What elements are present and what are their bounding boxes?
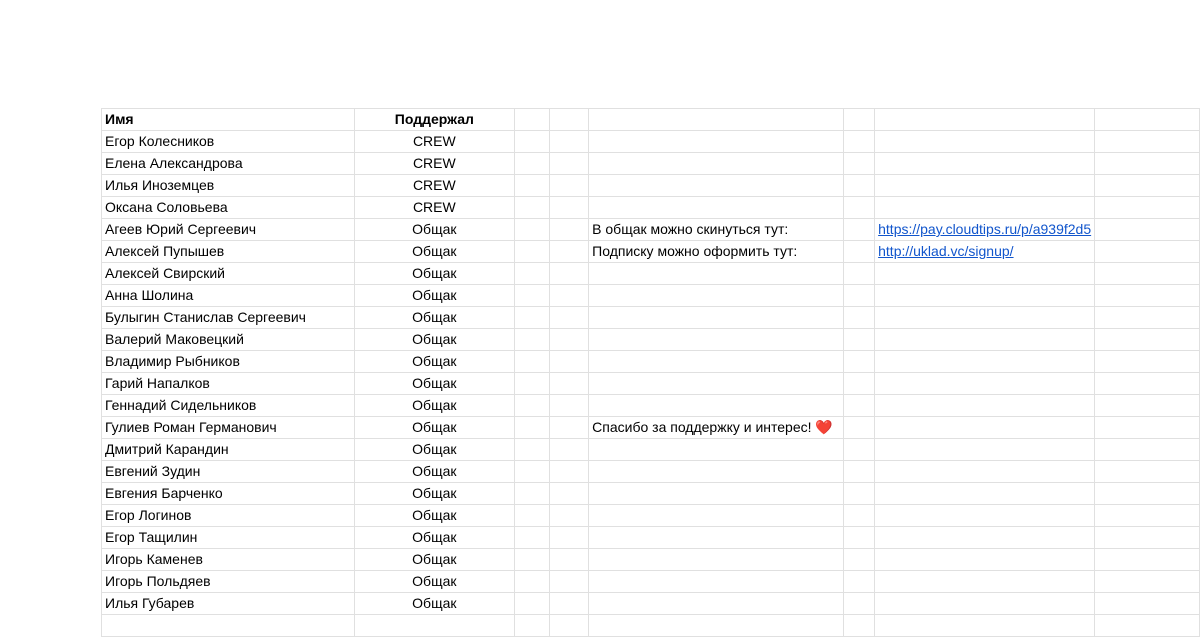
empty-cell[interactable] bbox=[1095, 197, 1200, 219]
table-row bbox=[102, 395, 1200, 417]
name-cell[interactable]: Дмитрий Карандин bbox=[102, 439, 355, 461]
empty-cell[interactable] bbox=[1095, 307, 1200, 329]
link-cell[interactable] bbox=[875, 307, 1095, 329]
empty-cell[interactable] bbox=[550, 351, 589, 373]
link-cell[interactable] bbox=[875, 395, 1095, 417]
note-text: Подписку можно оформить тут: bbox=[592, 243, 798, 259]
empty-cell[interactable] bbox=[843, 153, 874, 175]
empty-cell[interactable] bbox=[550, 373, 589, 395]
empty-cell[interactable] bbox=[875, 109, 1095, 131]
note-cell[interactable] bbox=[589, 241, 844, 263]
table-row bbox=[102, 197, 1200, 219]
link-cell[interactable] bbox=[875, 417, 1095, 439]
table-row bbox=[102, 483, 1200, 505]
name-cell[interactable]: Агеев Юрий Сергеевич bbox=[102, 219, 355, 241]
link-cell[interactable] bbox=[875, 329, 1095, 351]
empty-cell[interactable] bbox=[550, 593, 589, 615]
empty-cell[interactable] bbox=[515, 395, 550, 417]
empty-cell[interactable] bbox=[550, 417, 589, 439]
empty-cell[interactable] bbox=[515, 197, 550, 219]
empty-cell[interactable] bbox=[1095, 395, 1200, 417]
empty-cell[interactable] bbox=[843, 329, 874, 351]
empty-cell[interactable] bbox=[843, 483, 874, 505]
supported-cell[interactable]: Общак bbox=[354, 593, 515, 615]
note-cell[interactable] bbox=[589, 285, 844, 307]
empty-cell[interactable] bbox=[1095, 175, 1200, 197]
empty-cell[interactable] bbox=[1095, 329, 1200, 351]
table-row bbox=[102, 307, 1200, 329]
link-cell[interactable] bbox=[875, 483, 1095, 505]
empty-cell[interactable] bbox=[843, 461, 874, 483]
link-cell[interactable] bbox=[875, 351, 1095, 373]
supported-cell[interactable]: Общак bbox=[354, 373, 515, 395]
link-cell[interactable] bbox=[875, 219, 1095, 241]
name-cell[interactable]: Гулиев Роман Германович bbox=[102, 417, 355, 439]
empty-cell[interactable] bbox=[843, 593, 874, 615]
empty-cell[interactable] bbox=[843, 615, 874, 637]
table-row bbox=[102, 417, 1200, 439]
name-cell[interactable]: Алексей Свирский bbox=[102, 263, 355, 285]
supported-cell[interactable]: Общак bbox=[354, 263, 515, 285]
link-cell[interactable] bbox=[875, 131, 1095, 153]
empty-cell[interactable] bbox=[515, 153, 550, 175]
table-row bbox=[102, 439, 1200, 461]
name-cell[interactable]: Евгений Зудин bbox=[102, 461, 355, 483]
supported-cell[interactable]: Общак bbox=[354, 505, 515, 527]
header-row bbox=[102, 109, 1200, 131]
link-cell[interactable] bbox=[875, 527, 1095, 549]
empty-cell[interactable] bbox=[550, 109, 589, 131]
empty-cell[interactable] bbox=[550, 395, 589, 417]
empty-cell[interactable] bbox=[843, 241, 874, 263]
table-row bbox=[102, 571, 1200, 593]
empty-cell[interactable] bbox=[515, 549, 550, 571]
empty-cell[interactable] bbox=[843, 395, 874, 417]
empty-cell[interactable] bbox=[515, 483, 550, 505]
header-supported-cell[interactable]: Поддержал bbox=[354, 109, 515, 131]
empty-cell[interactable] bbox=[843, 505, 874, 527]
empty-cell[interactable] bbox=[515, 439, 550, 461]
supported-cell[interactable]: Общак bbox=[354, 219, 515, 241]
header-name-cell[interactable]: Имя bbox=[102, 109, 355, 131]
empty-cell[interactable] bbox=[550, 131, 589, 153]
empty-cell[interactable] bbox=[515, 571, 550, 593]
empty-cell[interactable] bbox=[515, 461, 550, 483]
supported-cell[interactable]: CREW bbox=[354, 153, 515, 175]
empty-cell[interactable] bbox=[843, 439, 874, 461]
empty-cell[interactable] bbox=[515, 219, 550, 241]
empty-cell[interactable] bbox=[515, 417, 550, 439]
empty-cell[interactable] bbox=[515, 109, 550, 131]
empty-cell[interactable] bbox=[515, 615, 550, 637]
table-row bbox=[102, 219, 1200, 241]
empty-cell[interactable] bbox=[843, 549, 874, 571]
empty-cell[interactable] bbox=[550, 527, 589, 549]
empty-cell[interactable] bbox=[843, 307, 874, 329]
name-cell[interactable]: Егор Тащилин bbox=[102, 527, 355, 549]
table-row bbox=[102, 461, 1200, 483]
empty-cell[interactable] bbox=[550, 329, 589, 351]
note-cell[interactable] bbox=[589, 571, 844, 593]
note-text: В общак можно скинуться тут: bbox=[592, 221, 789, 237]
supported-cell[interactable]: Общак bbox=[354, 241, 515, 263]
link-cell[interactable] bbox=[875, 461, 1095, 483]
note-cell[interactable] bbox=[589, 373, 844, 395]
empty-cell[interactable] bbox=[550, 219, 589, 241]
empty-cell[interactable] bbox=[515, 373, 550, 395]
empty-cell[interactable] bbox=[1095, 241, 1200, 263]
link-cell[interactable] bbox=[875, 285, 1095, 307]
empty-cell[interactable] bbox=[515, 131, 550, 153]
name-cell[interactable]: Гарий Напалков bbox=[102, 373, 355, 395]
supported-cell[interactable] bbox=[354, 615, 515, 637]
empty-cell[interactable] bbox=[1095, 153, 1200, 175]
empty-cell[interactable] bbox=[515, 241, 550, 263]
empty-cell[interactable] bbox=[843, 263, 874, 285]
note-cell[interactable] bbox=[589, 505, 844, 527]
note-cell[interactable] bbox=[589, 527, 844, 549]
link-cell[interactable] bbox=[875, 593, 1095, 615]
empty-cell[interactable] bbox=[1095, 285, 1200, 307]
note-cell[interactable] bbox=[589, 483, 844, 505]
empty-cell[interactable] bbox=[550, 263, 589, 285]
empty-cell[interactable] bbox=[515, 285, 550, 307]
name-cell[interactable]: Илья Губарев bbox=[102, 593, 355, 615]
name-cell[interactable]: Игорь Польдяев bbox=[102, 571, 355, 593]
empty-cell[interactable] bbox=[550, 439, 589, 461]
name-cell[interactable]: Игорь Каменев bbox=[102, 549, 355, 571]
empty-cell[interactable] bbox=[1095, 593, 1200, 615]
supported-cell[interactable]: Общак bbox=[354, 549, 515, 571]
supported-cell[interactable]: Общак bbox=[354, 571, 515, 593]
name-cell[interactable]: Анна Шолина bbox=[102, 285, 355, 307]
empty-cell[interactable] bbox=[843, 373, 874, 395]
spreadsheet-grid bbox=[101, 108, 1200, 637]
table-row bbox=[102, 329, 1200, 351]
note-cell[interactable] bbox=[589, 263, 844, 285]
supported-cell[interactable]: Общак bbox=[354, 351, 515, 373]
empty-cell[interactable] bbox=[550, 505, 589, 527]
note-cell[interactable] bbox=[589, 351, 844, 373]
link-cell[interactable] bbox=[875, 549, 1095, 571]
empty-cell[interactable] bbox=[843, 351, 874, 373]
note-cell[interactable] bbox=[589, 307, 844, 329]
supported-cell[interactable]: Общак bbox=[354, 417, 515, 439]
table-row bbox=[102, 615, 1200, 637]
note-cell[interactable] bbox=[589, 549, 844, 571]
empty-cell[interactable] bbox=[515, 351, 550, 373]
supported-cell[interactable]: Общак bbox=[354, 395, 515, 417]
empty-cell[interactable] bbox=[843, 131, 874, 153]
table-row bbox=[102, 131, 1200, 153]
supported-cell[interactable]: Общак bbox=[354, 461, 515, 483]
table-row bbox=[102, 153, 1200, 175]
name-cell[interactable] bbox=[102, 615, 355, 637]
empty-cell[interactable] bbox=[515, 263, 550, 285]
link-cell[interactable] bbox=[875, 153, 1095, 175]
supported-cell[interactable]: CREW bbox=[354, 175, 515, 197]
empty-cell[interactable] bbox=[550, 175, 589, 197]
table-row bbox=[102, 263, 1200, 285]
name-cell[interactable]: Оксана Соловьева bbox=[102, 197, 355, 219]
empty-cell[interactable] bbox=[1095, 373, 1200, 395]
empty-cell[interactable] bbox=[843, 219, 874, 241]
empty-cell[interactable] bbox=[1095, 571, 1200, 593]
table-row bbox=[102, 593, 1200, 615]
note-cell[interactable] bbox=[589, 175, 844, 197]
empty-cell[interactable] bbox=[550, 483, 589, 505]
link-cell[interactable] bbox=[875, 263, 1095, 285]
empty-cell[interactable] bbox=[550, 549, 589, 571]
note-cell[interactable] bbox=[589, 153, 844, 175]
table-row bbox=[102, 373, 1200, 395]
note-cell[interactable] bbox=[589, 197, 844, 219]
empty-cell[interactable] bbox=[843, 197, 874, 219]
note-cell[interactable] bbox=[589, 461, 844, 483]
link-cell[interactable] bbox=[875, 197, 1095, 219]
empty-cell[interactable] bbox=[843, 527, 874, 549]
empty-cell[interactable] bbox=[843, 175, 874, 197]
empty-cell[interactable] bbox=[1095, 505, 1200, 527]
empty-cell[interactable] bbox=[550, 197, 589, 219]
empty-cell[interactable] bbox=[515, 593, 550, 615]
empty-cell[interactable] bbox=[550, 285, 589, 307]
empty-cell[interactable] bbox=[550, 615, 589, 637]
link-cell[interactable] bbox=[875, 615, 1095, 637]
table-row bbox=[102, 241, 1200, 263]
link-cell[interactable] bbox=[875, 241, 1095, 263]
link-cell[interactable] bbox=[875, 439, 1095, 461]
note-cell[interactable] bbox=[589, 417, 844, 439]
note-cell[interactable] bbox=[589, 439, 844, 461]
empty-cell[interactable] bbox=[1095, 263, 1200, 285]
empty-cell[interactable] bbox=[1095, 109, 1200, 131]
empty-cell[interactable] bbox=[550, 241, 589, 263]
name-cell[interactable]: Елена Александрова bbox=[102, 153, 355, 175]
empty-cell[interactable] bbox=[515, 505, 550, 527]
supported-cell[interactable]: Общак bbox=[354, 483, 515, 505]
name-cell[interactable]: Геннадий Сидельников bbox=[102, 395, 355, 417]
supported-cell[interactable]: Общак bbox=[354, 307, 515, 329]
empty-cell[interactable] bbox=[1095, 351, 1200, 373]
table-row bbox=[102, 527, 1200, 549]
table-row bbox=[102, 505, 1200, 527]
note-cell[interactable] bbox=[589, 219, 844, 241]
empty-cell[interactable] bbox=[843, 109, 874, 131]
note-cell[interactable] bbox=[589, 615, 844, 637]
empty-cell[interactable] bbox=[515, 329, 550, 351]
empty-cell[interactable] bbox=[550, 307, 589, 329]
link-cell[interactable] bbox=[875, 571, 1095, 593]
supported-cell[interactable]: CREW bbox=[354, 197, 515, 219]
empty-cell[interactable] bbox=[515, 307, 550, 329]
link-cell[interactable] bbox=[875, 175, 1095, 197]
name-cell[interactable]: Алексей Пупышев bbox=[102, 241, 355, 263]
link-cell[interactable] bbox=[875, 505, 1095, 527]
payment-link[interactable]: https://pay.cloudtips.ru/p/a939f2d5 bbox=[878, 221, 1092, 237]
supported-cell[interactable]: Общак bbox=[354, 285, 515, 307]
note-text: Спасибо за поддержку и интерес! ❤️ bbox=[592, 419, 833, 435]
empty-cell[interactable] bbox=[589, 109, 844, 131]
link-cell[interactable] bbox=[875, 373, 1095, 395]
note-cell[interactable] bbox=[589, 395, 844, 417]
empty-cell[interactable] bbox=[843, 285, 874, 307]
empty-cell[interactable] bbox=[1095, 417, 1200, 439]
supported-cell[interactable]: Общак bbox=[354, 527, 515, 549]
empty-cell[interactable] bbox=[550, 461, 589, 483]
empty-cell[interactable] bbox=[550, 571, 589, 593]
name-cell[interactable]: Егор Логинов bbox=[102, 505, 355, 527]
supported-cell[interactable]: CREW bbox=[354, 131, 515, 153]
empty-cell[interactable] bbox=[515, 175, 550, 197]
supported-cell[interactable]: Общак bbox=[354, 329, 515, 351]
name-cell[interactable]: Егор Колесников bbox=[102, 131, 355, 153]
table-row bbox=[102, 175, 1200, 197]
empty-cell[interactable] bbox=[1095, 439, 1200, 461]
name-cell[interactable]: Илья Иноземцев bbox=[102, 175, 355, 197]
table-row bbox=[102, 351, 1200, 373]
note-cell[interactable] bbox=[589, 329, 844, 351]
empty-cell[interactable] bbox=[1095, 527, 1200, 549]
supported-cell[interactable]: Общак bbox=[354, 439, 515, 461]
empty-cell[interactable] bbox=[550, 153, 589, 175]
name-cell[interactable]: Евгения Барченко bbox=[102, 483, 355, 505]
name-cell[interactable]: Валерий Маковецкий bbox=[102, 329, 355, 351]
payment-link[interactable]: http://uklad.vc/signup/ bbox=[878, 243, 1014, 259]
empty-cell[interactable] bbox=[1095, 483, 1200, 505]
name-cell[interactable]: Владимир Рыбников bbox=[102, 351, 355, 373]
empty-cell[interactable] bbox=[1095, 219, 1200, 241]
empty-cell[interactable] bbox=[843, 571, 874, 593]
empty-cell[interactable] bbox=[1095, 461, 1200, 483]
note-cell[interactable] bbox=[589, 131, 844, 153]
empty-cell[interactable] bbox=[515, 527, 550, 549]
table-row bbox=[102, 549, 1200, 571]
empty-cell[interactable] bbox=[843, 417, 874, 439]
empty-cell[interactable] bbox=[1095, 549, 1200, 571]
empty-cell[interactable] bbox=[1095, 615, 1200, 637]
table-row bbox=[102, 285, 1200, 307]
note-cell[interactable] bbox=[589, 593, 844, 615]
name-cell[interactable]: Булыгин Станислав Сергеевич bbox=[102, 307, 355, 329]
empty-cell[interactable] bbox=[1095, 131, 1200, 153]
